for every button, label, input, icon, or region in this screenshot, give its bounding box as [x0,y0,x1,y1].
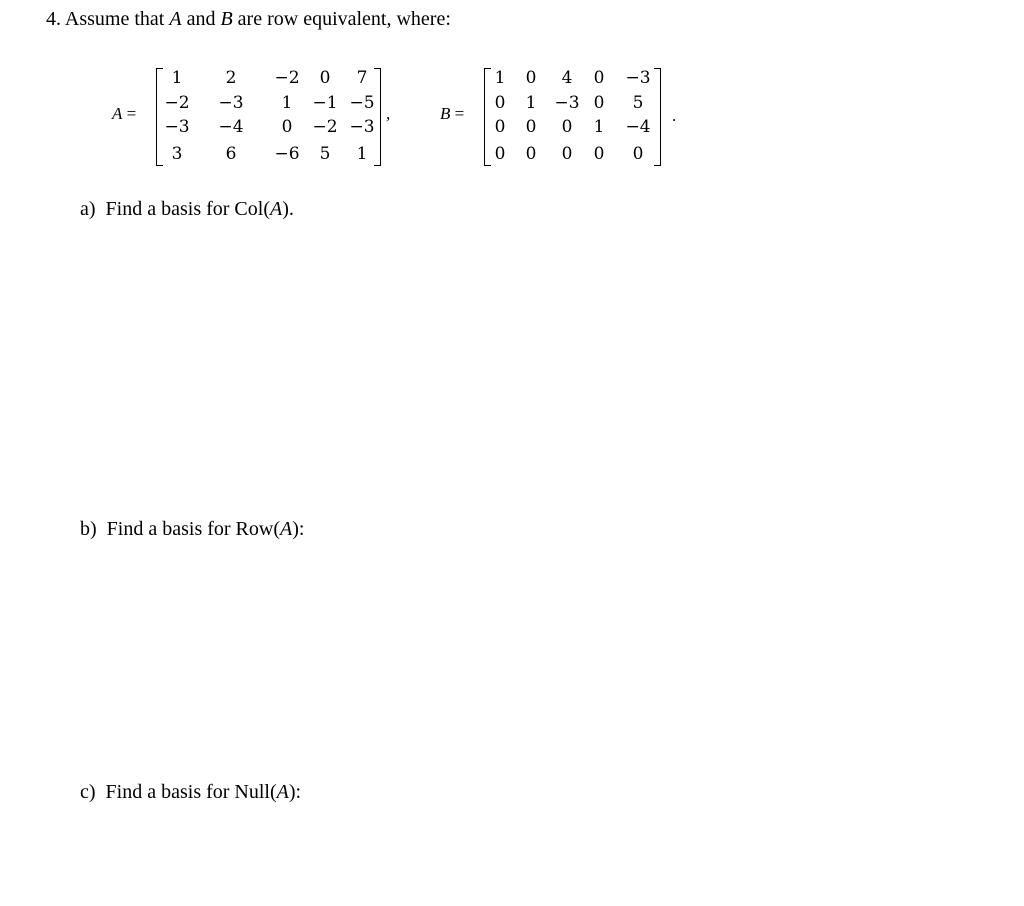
matrix-b-cell: 0 [494,117,506,137]
matrix-a-cell: 1 [281,93,293,113]
matrix-b-cell: 0 [525,68,537,88]
intro-text-1: Assume that [64,8,165,30]
matrix-b-cell: 1 [593,117,605,137]
matrix-b-cell: 0 [632,144,644,164]
matrix-a-name: A [112,104,123,123]
matrix-a-cell: −3 [218,93,244,113]
part-b-text-end: ): [292,518,305,540]
part-b-var: A [280,518,293,540]
part-a [80,198,294,221]
matrix-b-cell: 0 [525,117,537,137]
matrix-a-label [112,104,136,124]
matrix-b-equals: = [454,104,465,123]
part-b [80,518,304,541]
matrix-a-cell: −6 [274,144,300,164]
matrix-a-cell: 1 [171,68,183,88]
part-c-text: Find a basis for Null( [105,781,277,803]
matrix-a-cell: 0 [319,68,331,88]
matrix-a-cell: 5 [319,144,331,164]
matrix-a-cell: −2 [164,93,190,113]
part-a-var: A [269,198,283,220]
matrix-a-equals: = [126,104,137,123]
matrix-b-cell: 0 [525,144,537,164]
matrix-b-cell: 0 [494,144,506,164]
matrix-b-cell: 1 [494,68,506,88]
matrix-b-cell: 0 [561,144,573,164]
part-c-text-end: ): [288,781,302,803]
matrix-b-cell: 1 [525,93,537,113]
matrix-b-cell: 0 [561,117,573,137]
part-c-marker: c) [80,781,96,803]
part-c-var: A [276,781,289,803]
var-b: B [220,8,233,30]
matrix-a-cell: −5 [349,93,375,113]
matrix-b-cell: −4 [625,117,651,137]
matrix-b-cell: 0 [593,144,605,164]
matrix-b-cell: 4 [561,68,573,88]
intro-text-2: are row equivalent, where: [237,8,451,30]
matrix-a-cell: −3 [349,117,375,137]
matrix-a-cell: 1 [356,144,368,164]
matrix-b-cell: 0 [593,93,605,113]
matrix-b-cell: 0 [593,68,605,88]
comma: , [386,104,391,123]
problem-number: 4. [46,8,61,30]
matrix-b-cell: 5 [632,93,644,113]
matrix-a-cell: −3 [164,117,190,137]
matrix-a-cell: 6 [225,144,237,164]
matrix-b-cell: 0 [494,93,506,113]
var-a: A [169,8,182,30]
matrix-a-cell: −4 [218,117,244,137]
part-a-text: Find a basis for Col( [105,198,270,220]
part-c [80,781,301,804]
part-b-marker: b) [80,518,97,540]
matrix-a-cell: 3 [171,144,183,164]
problem-statement [46,8,451,31]
part-a-marker: a) [80,198,96,220]
part-b-text: Find a basis for Row( [106,518,280,540]
matrix-b-label [440,104,464,124]
matrix-a-cell: −1 [312,93,338,113]
part-a-text-end: ). [282,198,294,220]
matrix-b-name: B [440,104,451,123]
matrix-a-cell: −2 [274,68,300,88]
and-text: and [186,8,216,30]
matrix-a-cell: 7 [356,68,368,88]
matrix-a-cell: 0 [281,117,293,137]
matrix-a-cell: 2 [225,68,237,88]
period: . [672,106,677,125]
matrix-a-cell: −2 [312,117,338,137]
matrix-b-cell: −3 [554,93,580,113]
matrix-b-cell: −3 [625,68,651,88]
